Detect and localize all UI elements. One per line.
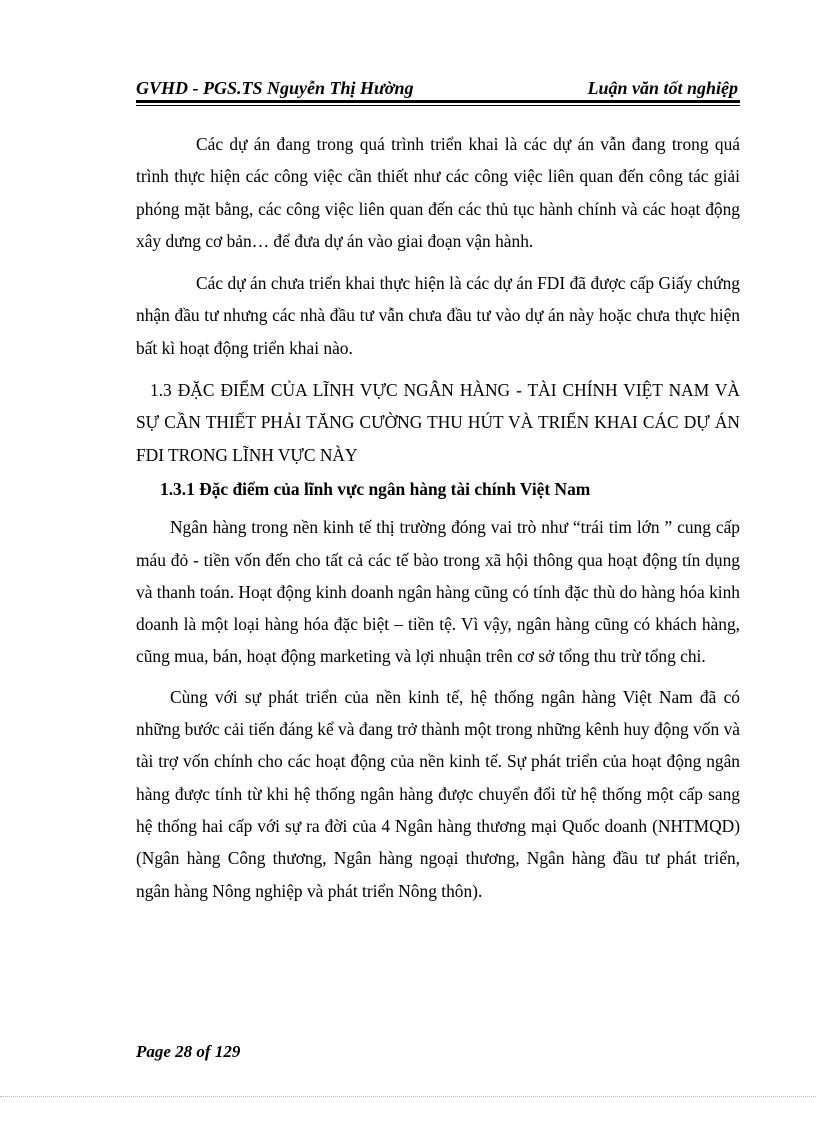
paragraph-projects-not-started: Các dự án chưa triển khai thực hiện là các dự án FDI đã được cấp Giấy chứng nhận đầu tư nhưng các nhà đầu tư vẫn chưa đầu tư vào dự án này hoặc chưa thực hiện bất kì hoạt động triển khai nào. (136, 273, 740, 358)
header-thesis-title: Luận văn tốt nghiệp (587, 78, 738, 98)
section-heading-1-3: 1.3 ĐẶC ĐIỂM CỦA LĨNH VỰC NGÂN HÀNG - TÀI CHÍNH VIỆT NAM VÀ SỰ CẦN THIẾT PHẢI TĂNG CƯỜNG THU HÚT VÀ TRIỂN KHAI CÁC DỰ ÁN FDI TRONG LĨNH VỰC NÀY (136, 380, 740, 465)
page-header (136, 74, 740, 102)
paragraph-bank-role: Ngân hàng trong nền kinh tế thị trường đóng vai trò như “trái tim lớn ” cung cấp máu đỏ - tiền vốn đến cho tất cả các tế bào trong xã hội thông qua hoạt động tín dụng và thanh toán. Hoạt động kinh doanh ngân hàng cũng có tính đặc thù do hàng hóa kinh doanh là một loại hàng hóa đặc biệt – tiền tệ. Vì vậy, ngân hàng cũng có khách hàng, cũng mua, bán, hoạt động marketing và lợi nhuận trên cơ sở tổng thu trừ tổng chi. (136, 517, 740, 667)
page-body (136, 128, 740, 907)
page-bottom-divider (0, 1096, 816, 1097)
header-advisor: GVHD - PGS.TS Nguyễn Thị Hường (136, 78, 414, 98)
page-number: Page 28 of 129 (136, 1042, 241, 1061)
header-divider-thick (136, 100, 740, 103)
paragraph-banking-development: Cùng với sự phát triển của nền kinh tế, hệ thống ngân hàng Việt Nam đã có những bước cải tiến đáng kể và đang trở thành một trong những kênh huy động vốn và tài trợ vốn chính cho các hoạt động của nền kinh tế. Sự phát triển của hoạt động ngân hàng được tính từ khi hệ thống ngân hàng được chuyển đổi từ hệ thống một cấp sang hệ thống hai cấp với sự ra đời của 4 Ngân hàng thương mại Quốc doanh (NHTMQD) (Ngân hàng Công thương, Ngân hàng ngoại thương, Ngân hàng đầu tư phát triển, ngân hàng Nông nghiệp và phát triển Nông thôn). (136, 686, 740, 901)
subsection-heading-1-3-1: 1.3.1 Đặc điểm của lĩnh vực ngân hàng tài chính Việt Nam (160, 478, 591, 499)
header-divider-thin (136, 105, 740, 106)
paragraph-projects-in-progress: Các dự án đang trong quá trình triển khai là các dự án vẫn đang trong quá trình thực hiện các công việc cần thiết như các công việc liên quan đến công tác giải phóng mặt bằng, các công việc liên quan đến các thủ tục hành chính và các hoạt động xây dưng cơ bản… để đưa dự án vào giai đoạn vận hành. (136, 134, 740, 251)
